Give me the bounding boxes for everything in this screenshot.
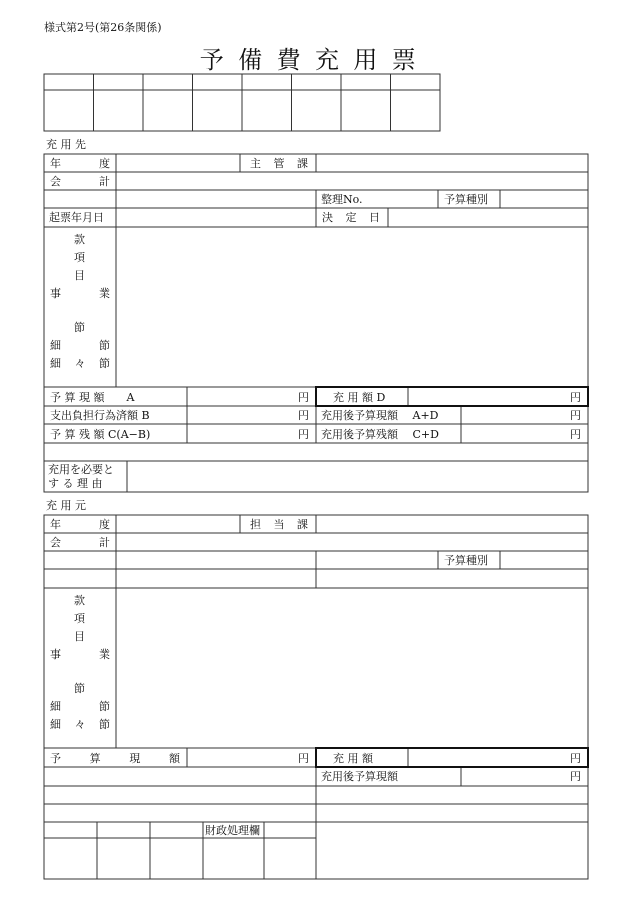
src-account-label: 会 計 bbox=[50, 536, 110, 549]
dest-class-setsu: 節 bbox=[74, 321, 85, 334]
dest-year-label: 年 度 bbox=[50, 157, 110, 170]
dest-ref-no-label: 整理No. bbox=[321, 193, 363, 206]
src-class-setsu: 節 bbox=[74, 682, 85, 695]
dest-account-label: 会 計 bbox=[50, 175, 110, 188]
src-class-saisetsu: 細 節 bbox=[50, 700, 110, 713]
form-number: 様式第2号(第26条関係) bbox=[44, 21, 162, 34]
dest-reason-label-line1: 充用を必要と bbox=[48, 463, 114, 476]
dest-class-saisaisetsu: 細々節 bbox=[50, 357, 110, 370]
src-budget-type-label: 予算種別 bbox=[444, 554, 488, 567]
dest-expenditure-label: 支出負担行為済額 B bbox=[50, 409, 150, 422]
dest-class-moku: 目 bbox=[74, 269, 85, 282]
dest-manager-label: 主 管 課 bbox=[250, 157, 308, 170]
src-budget-amount-label: 予 算 現 額 bbox=[50, 752, 180, 765]
dest-draft-date-label: 起票年月日 bbox=[49, 211, 104, 224]
destination-section-label: 充 用 先 bbox=[46, 138, 86, 151]
src-allocation-yen: 円 bbox=[570, 752, 581, 765]
dest-post-budget-yen: 円 bbox=[570, 409, 581, 422]
src-class-kou: 項 bbox=[74, 612, 85, 625]
src-post-budget-label: 充用後予算現額 bbox=[321, 770, 398, 783]
source-section-label: 充 用 元 bbox=[46, 499, 86, 512]
src-class-kan: 款 bbox=[74, 594, 85, 607]
dest-expenditure-yen: 円 bbox=[298, 409, 309, 422]
dest-reason-label-line2: す る 理 由 bbox=[48, 477, 103, 490]
dest-remaining-yen: 円 bbox=[298, 428, 309, 441]
dest-budget-type-label: 予算種別 bbox=[444, 193, 488, 206]
src-class-jigyo: 事 業 bbox=[50, 648, 110, 661]
dest-class-kan: 款 bbox=[74, 233, 85, 246]
finance-processing-label: 財政処理欄 bbox=[205, 824, 260, 837]
dest-budget-amount-label: 予 算 現 額 A bbox=[50, 391, 135, 404]
src-class-saisaisetsu: 細々節 bbox=[50, 718, 110, 731]
dest-remaining-label: 予 算 残 額 C(A−B) bbox=[50, 428, 151, 441]
dest-budget-amount-yen: 円 bbox=[298, 391, 309, 404]
src-charge-label: 担 当 課 bbox=[250, 518, 308, 531]
dest-class-saisetsu: 細 節 bbox=[50, 339, 110, 352]
dest-post-budget-label: 充用後予算現額 A+D bbox=[321, 409, 439, 422]
dest-class-kou: 項 bbox=[74, 251, 85, 264]
dest-class-jigyo: 事 業 bbox=[50, 287, 110, 300]
form-title: 予備費充用票 bbox=[199, 46, 431, 74]
dest-allocation-yen: 円 bbox=[570, 391, 581, 404]
dest-post-remaining-label: 充用後予算残額 C+D bbox=[321, 428, 439, 441]
dest-allocation-label: 充 用 額 D bbox=[333, 391, 386, 404]
src-class-moku: 目 bbox=[74, 630, 85, 643]
src-allocation-label: 充 用 額 bbox=[333, 752, 373, 765]
src-year-label: 年 度 bbox=[50, 518, 110, 531]
src-budget-amount-yen: 円 bbox=[298, 752, 309, 765]
dest-decision-date-label: 決 定 日 bbox=[322, 211, 380, 224]
src-post-budget-yen: 円 bbox=[570, 770, 581, 783]
dest-post-remaining-yen: 円 bbox=[570, 428, 581, 441]
